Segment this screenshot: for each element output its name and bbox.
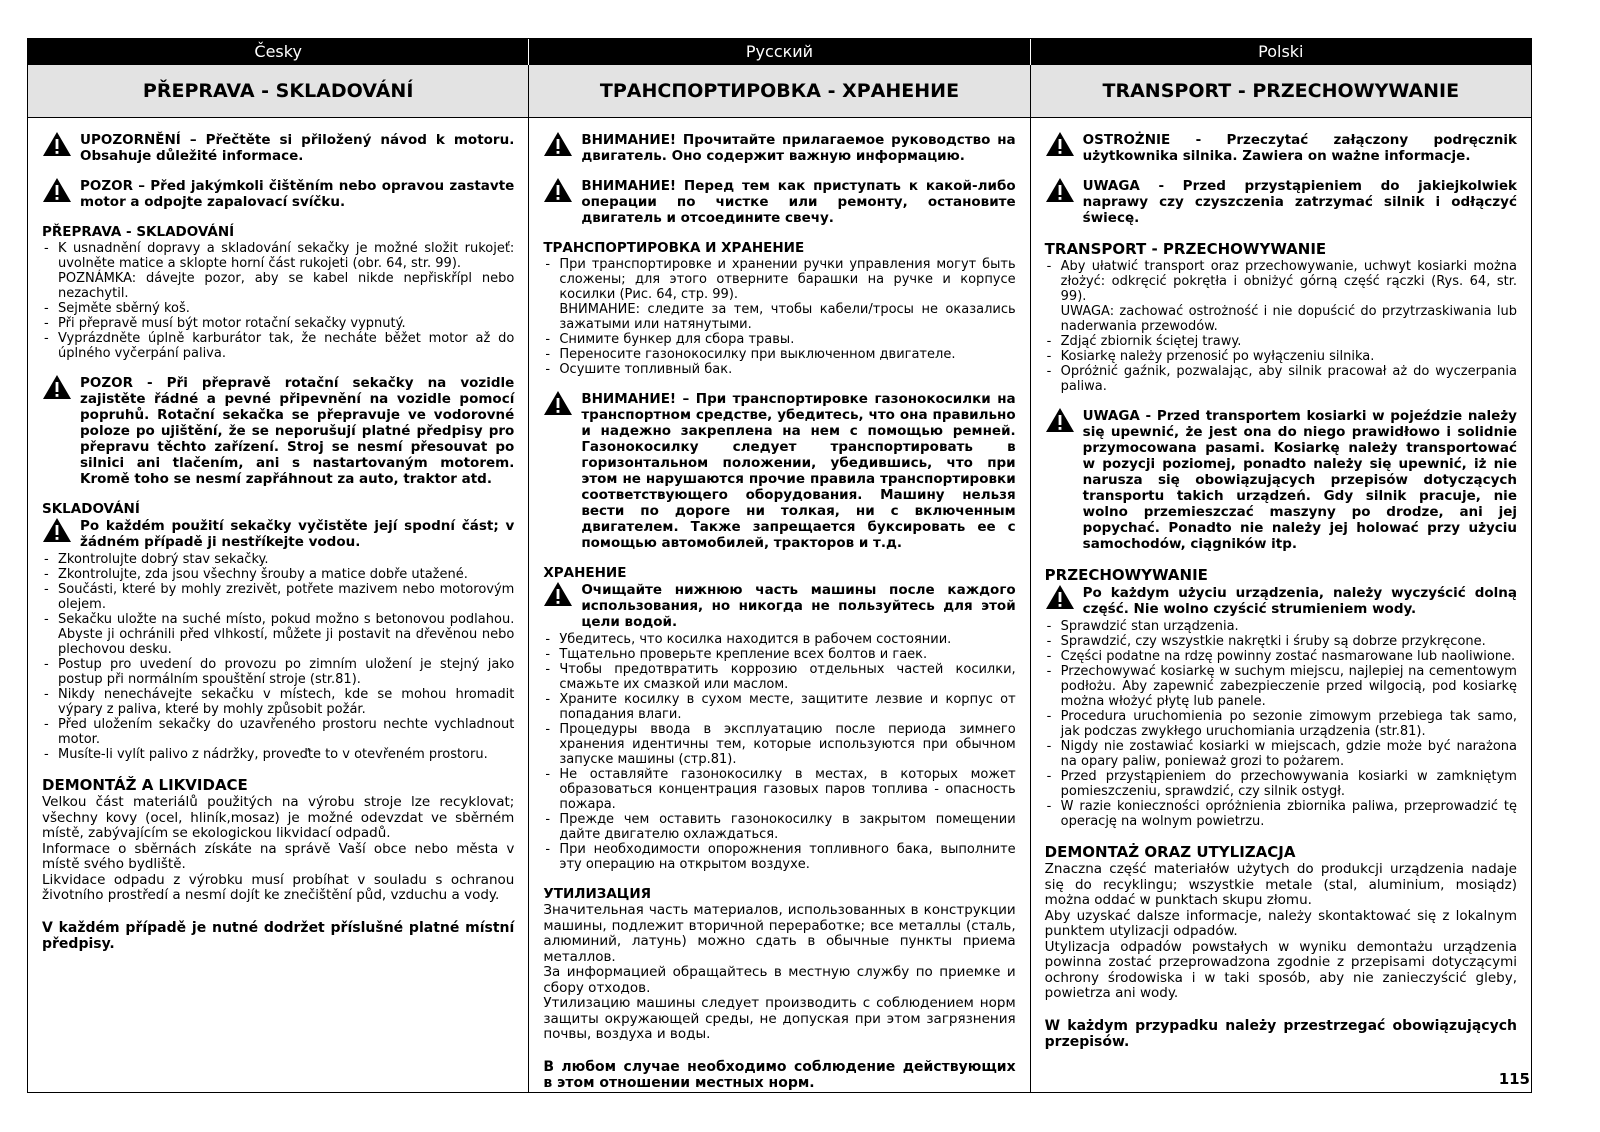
disposal-paragraph: Значительная часть материалов, использованных в конструкции машины, подлежит вторичной переработке; все металлы (сталь, алюминий, латунь) можно сдать в обычные пункты приема металлов. (543, 902, 1016, 965)
disposal-paragraph: Likvidace odpadu z výrobku musí probíhat v souladu s ochranou životního prostředí a nesmí dojít ke znečištění půd, vzduchu a vody. (42, 871, 515, 903)
list-item: - Kosiarkę należy przenosić po wyłączeniu silnika. (1045, 349, 1517, 364)
title-polish: TRANSPORT - PRZECHOWYWANIE (1102, 80, 1460, 102)
note-text: POZNÁMKA: dávejte pozor, aby se kabel nikde nepřiskřípl nebo nezachytil. (58, 271, 515, 301)
list-item: - При транспортировке и хранении ручки управления могут быть сложены; для этого отверните барашки на ручке и корпусе косилки (Рис. 64, стр. 99). ВНИМАНИЕ: следите за тем, чтобы кабели/тросы не оказались зажатыми или натянутыми. (543, 257, 1015, 332)
warning-text: Po každém použití sekačky vyčistěte její spodní část; v žádném případě ji nestříkejte vodou. (80, 518, 515, 550)
warning-icon (42, 131, 72, 157)
list-item: - Тщательно проверьте крепление всех болтов и гаек. (543, 647, 1015, 662)
final-note: W każdym przypadku należy przestrzegać obowiązujących przepisów. (1044, 1017, 1517, 1050)
warning-icon (543, 177, 573, 203)
transport-list (1045, 259, 1517, 394)
list-item: - Przechowywać kosiarkę w suchym miejscu, najlepiej na cementowym podłożu. Aby zapewnić zabezpieczenie przed wilgocią, pod kosiarkę można włożyć płytę lub panele. (1045, 664, 1517, 709)
warning-icon (1045, 177, 1075, 203)
warning-block (543, 582, 1015, 630)
list-item: - Процедуры ввода в эксплуатацию после периода зимнего хранения идентичны тем, которые используются при обычном запуске машины (стр.81). (543, 722, 1015, 767)
warning-icon (543, 131, 573, 157)
warning-block (543, 132, 1015, 164)
warning-icon (42, 517, 72, 543)
warning-text: OSTROŻNIE - Przeczytać załączony podręcznik użytkownika silnika. Zawiera on ważne informacje. (1082, 132, 1517, 164)
warning-icon (42, 177, 72, 203)
lang-czech: Česky (28, 39, 529, 65)
warning-text: Очищайте нижнюю часть машины после каждого использования, но никогда не пользуйтесь для этой цели водой. (581, 582, 1016, 630)
list-item: - Не оставляйте газонокосилку в местах, в которых может образоваться концентрация газовых паров топлива - опасность пожара. (543, 767, 1015, 812)
lang-russian: Русский (529, 39, 1030, 65)
list-item: - При необходимости опорожнения топливного бака, выполните эту операцию на открытом воздухе. (543, 842, 1015, 872)
warning-block (42, 518, 514, 550)
list-item: - Чтобы предотвратить коррозию отдельных частей косилки, смажьте их смазкой или маслом. (543, 662, 1015, 692)
list-item: - Переносите газонокосилку при выключенном двигателе. (543, 347, 1015, 362)
disposal-paragraph: За информацией обращайтесь в местную службу по приемке и сбору отходов. (543, 964, 1016, 996)
list-item: - Nigdy nie zostawiać kosiarki w miejscach, gdzie może być narażona na opary paliw, ponieważ grozi to pożarem. (1045, 739, 1517, 769)
list-item: - Procedura uruchomienia po sezonie zimowym przebiega tak samo, jak podczas zwykłego uruchomiania urządzenia (str.81). (1045, 709, 1517, 739)
column-czech (28, 118, 529, 1093)
list-item: - Прежде чем оставить газонокосилку в закрытом помещении дайте двигателю охлаждаться. (543, 812, 1015, 842)
warning-text: ВНИМАНИЕ! Перед тем как приступать к какой-либо операции по чистке или ремонту, остановите двигатель и отсоедините свечу. (581, 178, 1016, 226)
lang-polish: Polski (1258, 42, 1304, 61)
section-heading: TRANSPORT - PRZECHOWYWANIE (1044, 240, 1327, 258)
warning-text: Po każdym użyciu urządzenia, należy wyczyścić dolną część. Nie wolno czyścić strumieniem wody. (1082, 585, 1517, 617)
list-item: - Przed przystąpieniem do przechowywania kosiarki w zamkniętym pomieszczeniu, sprawdzić, czy silnik ostygł. (1045, 769, 1517, 799)
list-item: - Sekačku uložte na suché místo, pokud možno s betonovou podlahou. Abyste ji ochránili před vlhkostí, můžete ji postavit na dřevěnou nebo plechovou desku. (42, 612, 514, 657)
warning-block (543, 178, 1015, 226)
title-russian: ТРАНСПОРТИРОВКА - ХРАНЕНИЕ (529, 65, 1030, 117)
warning-block (1045, 408, 1517, 552)
section-heading: DEMONTAŻ ORAZ UTYLIZACJA (1044, 843, 1296, 861)
warning-icon (1045, 407, 1075, 433)
warning-text: POZOR – Před jakýmkoli čištěním nebo opravou zastavte motor a odpojte zapalovací svíčku. (80, 178, 515, 210)
warning-block (1045, 178, 1517, 226)
list-item: - Sprawdzić, czy wszystkie nakrętki i śruby są dobrze przykręcone. (1045, 634, 1517, 649)
note-text: ВНИМАНИЕ: следите за тем, чтобы кабели/тросы не оказались зажатыми или натянутыми. (559, 302, 1016, 332)
column-russian (529, 118, 1030, 1093)
section-heading: УТИЛИЗАЦИЯ (543, 886, 652, 902)
warning-block (42, 375, 514, 487)
list-item: - Sejměte sběrný koš. (42, 301, 514, 316)
list-item: - W razie konieczności opróżnienia zbiornika paliwa, przeprowadzić tę operację na wolnym powietrzu. (1045, 799, 1517, 829)
section-heading: ТРАНСПОРТИРОВКА И ХРАНЕНИЕ (543, 240, 805, 256)
list-item: - Убедитесь, что косилка находится в рабочем состоянии. (543, 632, 1015, 647)
list-item: - Zkontrolujte dobrý stav sekačky. (42, 552, 514, 567)
warning-block (543, 391, 1015, 551)
warning-text: UWAGA - Przed przystąpieniem do jakiejkolwiek naprawy czy czyszczenia zatrzymać silnik i odłączyć świecę. (1082, 178, 1517, 226)
warning-text: POZOR - Při přepravě rotační sekačky na vozidle zajistěte řádné a pevné připevnění na vozidle pomocí popruhů. Rotační sekačka se přepravuje ve vodorovné poloze po ujištění, že se neporušují platné předpisy pro přepravu těchto zařízení. Stroj se nesmí přesouvat po silnici ani tlačením, ani s nastartovaným motorem. Kromě toho se nesmí zapřáhnout za auto, traktor atd. (80, 375, 515, 487)
final-note: V každém případě je nutné dodržet příslušné platné místní předpisy. (42, 919, 515, 952)
transport-list (42, 241, 514, 361)
title-czech: PŘEPRAVA - SKLADOVÁNÍ (28, 65, 529, 117)
list-item: - Postup pro uvedení do provozu po zimním uložení je stejný jako postup při normálním spouštění stroje (str.81). (42, 657, 514, 687)
title-row (28, 65, 1531, 118)
disposal-paragraph: Aby uzyskać dalsze informacje, należy skontaktować się z lokalnym punktem utylizacji odpadów. (1044, 907, 1517, 939)
section-heading: PRZECHOWYWANIE (1044, 566, 1208, 584)
warning-text: ВНИМАНИЕ! Прочитайте прилагаемое руководство на двигатель. Оно содержит важную информацию. (581, 132, 1016, 164)
warning-text: UWAGA - Przed transportem kosiarki w pojeździe należy się upewnić, że jest ona do niego prawidłowo i solidnie przymocowana pasami. Kosiarkę należy transportować w pozycji poziomej, ponadto należy się upewnić, iż nie narusza się obowiązujących przepisów dotyczących transportu takich urządzeń. Gdy silnik pracuje, nie wolno przemieszczać maszyny po drodze, ani jej popychać. Ponadto nie należy jej holować przy użyciu samochodów, ciągników itp. (1082, 408, 1517, 552)
storage-list (1045, 619, 1517, 829)
page-number: 115 (1498, 1070, 1530, 1088)
list-item: - Při přepravě musí být motor rotační sekačky vypnutý. (42, 316, 514, 331)
list-item: - Części podatne na rdzę powinny zostać nasmarowane lub naoliwione. (1045, 649, 1517, 664)
list-item: - Снимите бункер для сбора травы. (543, 332, 1015, 347)
warning-block (1045, 585, 1517, 617)
list-item: - Осушите топливный бак. (543, 362, 1015, 377)
transport-list (543, 257, 1015, 377)
warning-block (42, 132, 514, 164)
list-item: - Vyprázdněte úplně karburátor tak, že necháte běžet motor až do úplného vyčerpání paliva. (42, 331, 514, 361)
list-item: - Aby ułatwić transport oraz przechowywanie, uchwyt kosiarki można złożyć: odkręcić pokrętła i obniżyć górną część rączki (Rys. 64, str. 99). UWAGA: zachować ostrożność i nie dopuścić do przytrzaskiwania lub naderwania przewodów. (1045, 259, 1517, 334)
list-item: - Zdjąć zbiornik ściętej trawy. (1045, 334, 1517, 349)
section-heading: SKLADOVÁNÍ (42, 501, 140, 517)
warning-icon (543, 581, 573, 607)
list-item: - Před uložením sekačky do uzavřeného prostoru nechte vychladnout motor. (42, 717, 514, 747)
disposal-paragraph: Utylizacja odpadów powstałych w wyniku demontażu urządzenia powinna zostać przeprowadzona zgodnie z przepisami dotyczącymi ochrony środowiska i w taki sposób, aby nie zanieczyścić gleby, powietrza ani wody. (1044, 938, 1517, 1001)
language-row (28, 39, 1531, 65)
warning-icon (1045, 131, 1075, 157)
section-heading: DEMONTÁŽ A LIKVIDACE (42, 776, 248, 794)
list-item: - Храните косилку в сухом месте, защитите лезвие и корпус от попадания влаги. (543, 692, 1015, 722)
list-item: - Zkontrolujte, zda jsou všechny šrouby a matice dobře utažené. (42, 567, 514, 582)
list-item: - Musíte-li vylít palivo z nádržky, proveďte to v otevřeném prostoru. (42, 747, 514, 762)
warning-text: UPOZORNĚNÍ – Přečtěte si přiložený návod k motoru. Obsahuje důležité informace. (80, 132, 515, 164)
final-note: В любом случае необходимо соблюдение действующих в этом отношении местных норм. (543, 1058, 1016, 1091)
disposal-paragraph: Утилизацию машины следует производить с соблюдением норм защиты окружающей среды, не допуская при этом загрязнения почвы, воздуха и воды. (543, 995, 1016, 1042)
note-text: UWAGA: zachować ostrożność i nie dopuścić do przytrzaskiwania lub naderwania przewodów. (1060, 304, 1517, 334)
disposal-paragraph: Znaczna część materiałów użytych do produkcji urządzenia nadaje się do recyklingu; wszystkie metale (stal, aluminium, mosiądz) można oddać w punktach skupu złomu. (1044, 861, 1517, 908)
list-item: - Součásti, které by mohly zrezivět, potřete mazivem nebo motorovým olejem. (42, 582, 514, 612)
disposal-paragraph: Informace o sběrnách získáte na správě Vaší obce nebo města v místě svého bydliště. (42, 840, 515, 872)
section-heading: PŘEPRAVA - SKLADOVÁNÍ (42, 224, 235, 240)
warning-text: ВНИМАНИЕ! – При транспортировке газонокосилки на транспортном средстве, убедитесь, что она правильно и надежно закреплена на нем с помощью ремней. Газонокосилку следует транспортировать в горизонтальном положении, убедившись, что при этом не нарушаются прочие правила транспортировки соответствующего оборудования. Машину нельзя вести по дороге ни толкая, ни с включенным двигателем. Также запрещается буксировать ее с помощью автомобилей, тракторов и т.д. (581, 391, 1016, 551)
warning-block (1045, 132, 1517, 164)
warning-icon (1045, 584, 1075, 610)
storage-list (42, 552, 514, 762)
warning-icon (42, 374, 72, 400)
list-item: - Nikdy nenechávejte sekačku v místech, kde se mohou hromadit výpary z paliva, které by mohly způsobit požár. (42, 687, 514, 717)
list-item: - Sprawdzić stan urządzenia. (1045, 619, 1517, 634)
disposal-paragraph: Velkou část materiálů použitých na výrobu stroje lze recyklovat; všechny kovy (ocel, hliník,mosaz) je možné odevzdat ve sběrném místě, zabývajícím se ekologickou likvidací odpadů. (42, 794, 515, 841)
section-heading: ХРАНЕНИЕ (543, 565, 627, 581)
column-polish (1031, 118, 1531, 1093)
page-frame (27, 38, 1532, 1093)
warning-icon (543, 390, 573, 416)
warning-block (42, 178, 514, 210)
list-item: - K usnadnění dopravy a skladování sekačky je možné složit rukojeť: uvolněte matice a sklopte horní část rukojeti (obr. 64, str. 99). POZNÁMKA: dávejte pozor, aby se kabel nikde nepřiskřípl nebo nezachytil. (42, 241, 514, 301)
columns (28, 118, 1531, 1093)
storage-list (543, 632, 1015, 872)
list-item: - Opróżnić gaźnik, pozwalając, aby silnik pracował aż do wyczerpania paliwa. (1045, 364, 1517, 394)
